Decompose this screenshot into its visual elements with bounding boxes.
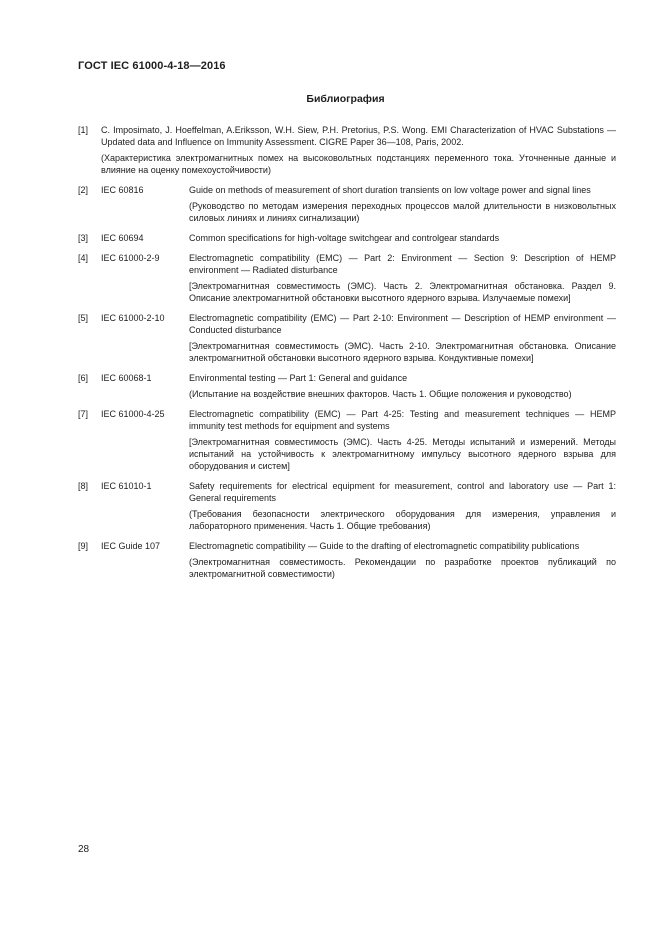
entry-number: [7] bbox=[78, 409, 89, 419]
entry-standard-code: IEC 61000-4-25 bbox=[101, 409, 165, 419]
entry-number: [8] bbox=[78, 481, 89, 491]
entry-number: [3] bbox=[78, 233, 89, 243]
page-number: 28 bbox=[78, 844, 90, 855]
document-code-header: ГОСТ IEC 61000-4-18—2016 bbox=[78, 60, 226, 72]
entry-standard-code: IEC 61000-2-9 bbox=[101, 253, 160, 263]
bibliography-entry bbox=[78, 312, 616, 364]
entry-standard-code: IEC 61010-1 bbox=[101, 481, 152, 491]
entry-body bbox=[189, 372, 616, 400]
entry-english-title: Electromagnetic compatibility — Guide to the drafting of electromagnetic compatibility publications bbox=[189, 541, 580, 551]
bibliography-entry bbox=[78, 480, 616, 532]
bibliography-entry bbox=[78, 252, 616, 304]
entry-body bbox=[189, 312, 616, 364]
bibliography-entry bbox=[78, 232, 616, 244]
entry-standard-code: IEC 60694 bbox=[101, 233, 144, 243]
entry-russian-title: [Электромагнитная совместимость (ЭМС). Часть 4-25. Методы испытаний и измерений. Методы испытаний на устойчивость к электромагнитному импульсу высотного ядерного взрыва для оборудования и систем] bbox=[189, 437, 616, 471]
entry-russian-title: (Характеристика электромагнитных помех на высоковольтных подстанциях переменного тока. Уточненные данные и влияние на оценку помехоустойчивости) bbox=[101, 153, 616, 175]
entry-english-title: Electromagnetic compatibility (EMC) — Part 2-10: Environment — Description of HEMP environment — Conducted disturbance bbox=[189, 313, 616, 335]
bibliography-entry bbox=[78, 124, 616, 176]
entry-russian-title: (Испытание на воздействие внешних факторов. Часть 1. Общие положения и руководство) bbox=[189, 389, 572, 399]
entry-english-title: Common specifications for high-voltage switchgear and controlgear standards bbox=[189, 233, 500, 243]
entry-english-title: Safety requirements for electrical equipment for measurement, control and laboratory use — Part 1: General requirements bbox=[189, 481, 616, 503]
entry-number: [2] bbox=[78, 185, 89, 195]
entry-russian-title: [Электромагнитная совместимость (ЭМС). Часть 2-10. Электромагнитная обстановка. Описание электромагнитной обстановки высотного ядерного взрыва. Кондуктивные помехи] bbox=[189, 341, 616, 363]
entry-standard-code: IEC 60816 bbox=[101, 185, 144, 195]
section-title: Библиография bbox=[306, 93, 385, 105]
bibliography-entry bbox=[78, 184, 616, 224]
entry-number: [6] bbox=[78, 373, 89, 383]
entry-russian-title: [Электромагнитная совместимость (ЭМС). Часть 2. Электромагнитная обстановка. Раздел 9. Описание электромагнитной обстановки высотного ядерного взрыва. Излучаемые помехи] bbox=[189, 281, 616, 303]
bibliography-entry bbox=[78, 408, 616, 472]
entry-russian-title: (Требования безопасности электрического оборудования для измерения, управления и лабораторного применения. Часть 1. Общие требования) bbox=[189, 509, 616, 531]
entry-english-title: Electromagnetic compatibility (EMC) — Part 4-25: Testing and measurement techniques — HEMP immunity test methods for equipment and systems bbox=[189, 409, 616, 431]
entry-standard-code: IEC 61000-2-10 bbox=[101, 313, 165, 323]
entry-body bbox=[189, 408, 616, 472]
entry-standard-code: IEC 60068-1 bbox=[101, 373, 152, 383]
entry-english-title: Environmental testing — Part 1: General and guidance bbox=[189, 373, 408, 383]
entry-number: [5] bbox=[78, 313, 89, 323]
entry-number: [1] bbox=[78, 125, 89, 135]
entry-russian-title: (Электромагнитная совместимость. Рекомендации по разработке проектов публикаций по электромагнитной совместимости) bbox=[189, 557, 616, 579]
entry-english-title: Guide on methods of measurement of short duration transients on low voltage power and signal lines bbox=[189, 185, 591, 195]
bibliography-list bbox=[78, 124, 616, 588]
entry-number: [4] bbox=[78, 253, 89, 263]
entry-standard-code: IEC Guide 107 bbox=[101, 541, 161, 551]
entry-russian-title: (Руководство по методам измерения переходных процессов малой длительности в низковольтных силовых линиях и линиях сигнализации) bbox=[189, 201, 616, 223]
bibliography-entry bbox=[78, 540, 616, 580]
entry-english-title: Electromagnetic compatibility (EMC) — Part 2: Environment — Section 9: Description of HEMP environment — Radiated disturbance bbox=[189, 253, 616, 275]
entry-english-title: C. Imposimato, J. Hoeffelman, A.Eriksson, W.H. Siew, P.H. Pretorius, P.S. Wong. EMI Characterization of HVAC Substations — Updated data and Influence on Immunity Assessment. CIGRE Paper 36—108, Paris, 2002. bbox=[101, 125, 616, 147]
entry-body bbox=[189, 184, 616, 224]
bibliography-entry bbox=[78, 372, 616, 400]
entry-body bbox=[189, 232, 616, 244]
entry-body bbox=[101, 124, 616, 176]
entry-body bbox=[189, 480, 616, 532]
entry-body bbox=[189, 252, 616, 304]
entry-number: [9] bbox=[78, 541, 89, 551]
entry-body bbox=[189, 540, 616, 580]
